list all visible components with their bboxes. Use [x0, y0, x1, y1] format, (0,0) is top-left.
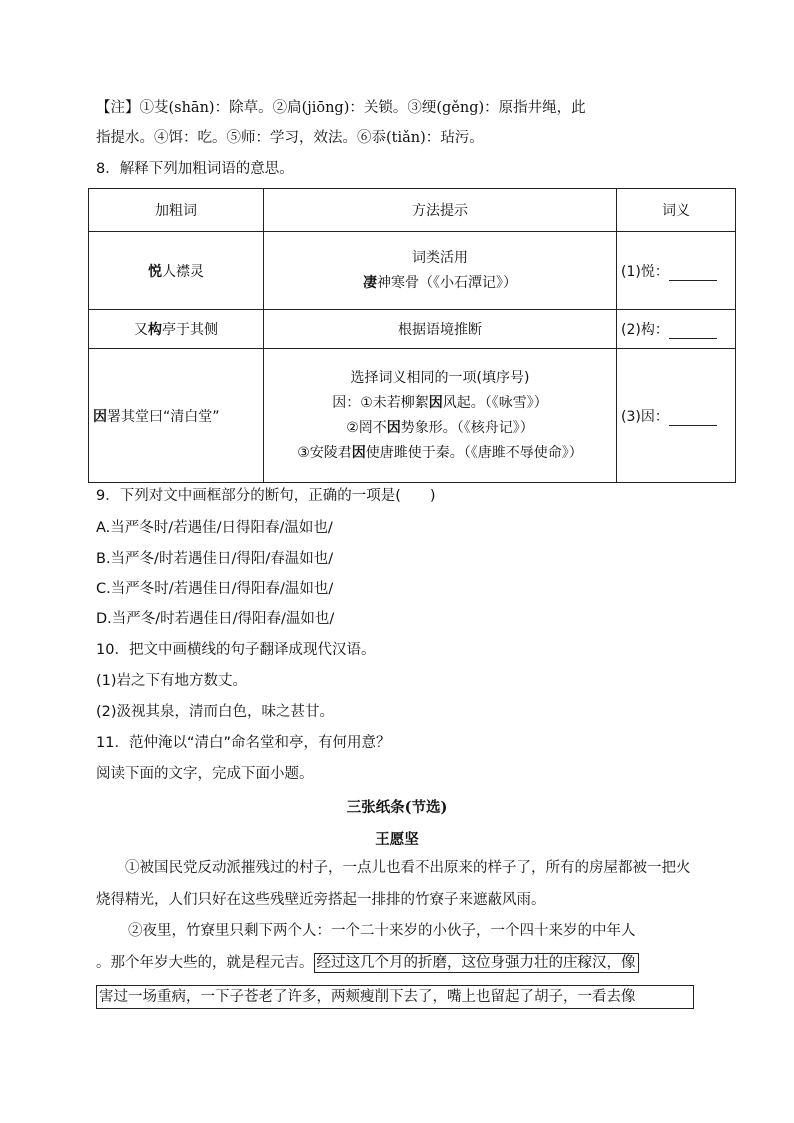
annotation-note-line2: 指提水。④饵：吃。⑤师：学习，效法。⑥忝(tiǎn)：玷污。 [96, 130, 484, 146]
hint-text: ③安陵君 [297, 444, 352, 461]
word-pre: 又 [134, 322, 148, 338]
table-cell-hint: 根据语境推断 [264, 310, 617, 349]
table-header-meaning: 词义 [617, 189, 736, 232]
passage-paragraph-2-line-3 [96, 985, 694, 1009]
hint-line: 选择词义相同的一项(填序号) [350, 369, 530, 386]
question-11-prompt: 11．范仲淹以“清白”命名堂和亭，有何用意？ [96, 735, 391, 751]
hint-text: 因：①未若柳絮 [332, 394, 429, 411]
bold-word: 因 [93, 408, 107, 425]
hint-line [268, 271, 612, 296]
passage-paragraph-1: ①被国民党反动派摧残过的村子，一点儿也看不出原来的样子了，所有的房屋都被一把火烧得精光，人们只好在这些残壁近旁搭起一排排的竹寮子来遮蔽风雨。 [96, 860, 691, 908]
choice-option-c[interactable]: C.当严冬时/若遇佳日/得阳春/温如也/ [96, 581, 334, 597]
hint-text: 势象形。（《核舟记》） [400, 419, 534, 436]
meaning-label: (3)因： [621, 408, 669, 425]
hint-line: 词类活用 [412, 249, 468, 266]
table-cell-word [89, 349, 264, 483]
table-cell-hint [264, 349, 617, 483]
hint-text: 使唐雎使于秦。（《唐雎不辱使命》） [365, 444, 583, 461]
passage-text: 。那个年岁大些的，就是程元吉。 [96, 955, 314, 971]
hint-line [268, 391, 612, 416]
boxed-sentence: 经过这几个月的折磨，这位身强力壮的庄稼汉，像 [314, 953, 639, 973]
meaning-label: (1)悦： [621, 263, 669, 280]
table-row [89, 310, 736, 349]
table-row [89, 349, 736, 483]
question-10-prompt: 10．把文中画横线的句子翻译成现代汉语。 [96, 642, 376, 658]
bold-word: 因 [386, 419, 401, 436]
bold-word: 因 [351, 444, 366, 461]
annotation-note-line1: 【注】①芟(shān)：除草。②扃(jiōng)：关锁。③绠(gěng)：原指井绳，此 [96, 100, 586, 116]
word-rest: 人襟灵 [162, 263, 204, 280]
translation-item-1: (1)岩之下有地方数丈。 [96, 673, 248, 689]
boxed-sentence: 害过一场重病，一下子苍老了许多，两颊瘦削下去了，嘴上也留起了胡子，一看去像 [96, 985, 694, 1009]
vocabulary-table [88, 188, 736, 483]
table-cell-meaning [617, 310, 736, 349]
choice-option-a[interactable]: A.当严冬时/若遇佳/日得阳春/温如也/ [96, 520, 333, 536]
bold-word: 凄 [363, 274, 377, 291]
table-header-method-hint: 方法提示 [264, 189, 617, 232]
hint-text: 神寒骨（《小石潭记》） [377, 274, 517, 291]
table-cell-word [89, 232, 264, 310]
word-rest: 署其堂曰“清白堂” [107, 408, 220, 425]
table-cell-hint [264, 232, 617, 310]
passage-author: 王愿坚 [375, 831, 419, 848]
hint-text: 风起。（《咏雪》） [442, 394, 548, 411]
table-cell-word [89, 310, 264, 349]
hint-text: ②罔不 [346, 419, 387, 436]
table-header-row [89, 189, 736, 232]
translation-item-2: (2)汲视其泉，清而白色，味之甚甘。 [96, 704, 335, 720]
passage-paragraph-2-line-1: ②夜里，竹寮里只剩下两个人：一个二十来岁的小伙子，一个四十来岁的中年人 [128, 923, 636, 939]
bold-word: 构 [148, 322, 162, 338]
table-header-bold-word: 加粗词 [89, 189, 264, 232]
reading-instruction: 阅读下面的文字，完成下面小题。 [96, 766, 314, 782]
question-8-prompt: 8．解释下列加粗词语的意思。 [96, 161, 294, 177]
hint-line [268, 441, 612, 466]
question-9-prompt: 9．下列对文中画框部分的断句，正确的一项是( ) [96, 488, 436, 504]
answer-blank[interactable] [669, 324, 717, 339]
passage-paragraph-2-line-2 [96, 953, 639, 973]
table-cell-meaning [617, 349, 736, 483]
bold-word: 因 [428, 394, 443, 411]
table-row [89, 232, 736, 310]
choice-option-b[interactable]: B.当严冬/时若遇佳日/得阳/春温如也/ [96, 551, 334, 567]
table-cell-meaning [617, 232, 736, 310]
answer-blank[interactable] [669, 411, 717, 426]
answer-blank[interactable] [669, 266, 717, 281]
hint-line [268, 416, 612, 441]
passage-title: 三张纸条(节选) [346, 799, 448, 816]
word-rest: 亭于其侧 [162, 322, 218, 338]
choice-option-d[interactable]: D.当严冬/时若遇佳日/得阳春/温如也/ [96, 611, 335, 627]
meaning-label: (2)构： [621, 322, 669, 338]
bold-word: 悦 [148, 263, 162, 280]
